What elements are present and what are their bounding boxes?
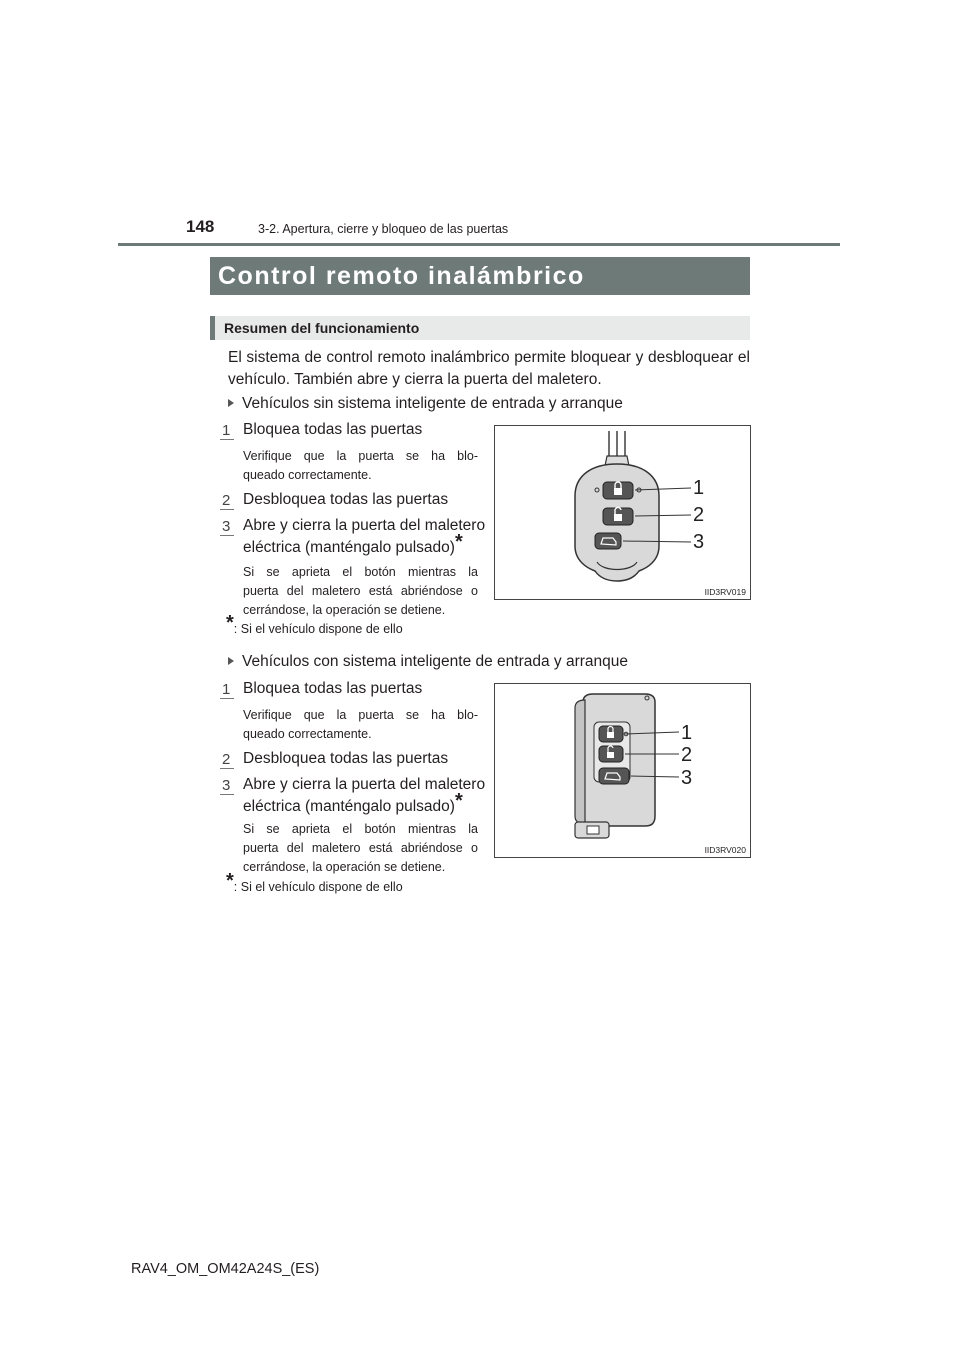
intro-line: vehículo. También abre y cierra la puerta del maletero.: [228, 371, 602, 388]
item-note: Si se aprieta el botón mientras la puerta del maletero está abriéndose o cerrándose, la operación se detiene.: [243, 822, 478, 874]
subsection-title: Resumen del funcionamiento: [224, 320, 420, 336]
footnote: *: Si el vehículo dispone de ello: [226, 870, 403, 894]
callout-2: 2: [693, 504, 705, 526]
item-text: Abre y cierra la puerta del maletero eléctrica (manténgalo pulsado)*: [243, 517, 486, 556]
chapter-title: 3-2. Apertura, cierre y bloqueo de las puertas: [258, 222, 509, 236]
item-text: Desbloquea todas las puertas: [243, 750, 449, 767]
figure-code: IID3RV020: [704, 845, 746, 855]
subsection-marker: [210, 316, 215, 340]
figure-key-remote: [494, 425, 751, 600]
triangle-bullet-icon: [228, 399, 234, 407]
footnote: *: Si el vehículo dispone de ello: [226, 612, 403, 636]
back-door-icon: [599, 768, 629, 784]
asterisk: *: [226, 870, 234, 892]
triangle-bullet-icon: [228, 657, 234, 665]
section-heading-text: Vehículos con sistema inteligente de entrada y arranque: [242, 653, 629, 670]
item-note: Verifique que la puerta se ha blo- queado correctamente.: [243, 449, 478, 482]
intro-paragraph: [228, 347, 750, 391]
item-text: Bloquea todas las puertas: [243, 421, 423, 438]
callout-3: 3: [681, 767, 693, 789]
callout-3: 3: [693, 531, 705, 553]
smart-key-illustration: [495, 684, 750, 857]
section-heading-text: Vehículos sin sistema inteligente de entrada y arranque: [242, 395, 623, 412]
section-title: Control remoto inalámbrico: [210, 257, 750, 295]
footer-code: RAV4_OM_OM42A24S_(ES): [131, 1261, 320, 1277]
item-number: 1: [220, 681, 234, 699]
item-text: Abre y cierra la puerta del maletero eléctrica (manténgalo pulsado)*: [243, 776, 486, 815]
item-number: 1: [220, 422, 234, 440]
header-rule: [118, 243, 840, 246]
asterisk: *: [454, 790, 463, 812]
page-number: 148: [186, 217, 215, 236]
key-remote-illustration: [495, 426, 750, 599]
asterisk: *: [454, 531, 463, 553]
item-number: 3: [220, 518, 234, 536]
asterisk: *: [226, 612, 234, 634]
subsection-heading: [210, 316, 750, 340]
callout-1: 1: [681, 722, 693, 744]
item-text: Bloquea todas las puertas: [243, 680, 423, 697]
item-number: 2: [220, 492, 234, 510]
section-heading: [228, 393, 623, 415]
section-heading: [228, 651, 628, 673]
callout-1: 1: [693, 477, 705, 499]
callout-2: 2: [681, 744, 693, 766]
item-number: 3: [220, 777, 234, 795]
item-note: Verifique que la puerta se ha blo- queado correctamente.: [243, 708, 478, 741]
figure-smart-key: [494, 683, 751, 858]
item-text: Desbloquea todas las puertas: [243, 491, 449, 508]
item-number: 2: [220, 751, 234, 769]
back-door-icon: [595, 533, 621, 549]
item-note: Si se aprieta el botón mientras la puerta del maletero está abriéndose o cerrándose, la operación se detiene.: [243, 565, 478, 617]
intro-line: El sistema de control remoto inalámbrico permite bloquear y desbloquear el: [228, 349, 750, 366]
figure-code: IID3RV019: [704, 587, 746, 597]
